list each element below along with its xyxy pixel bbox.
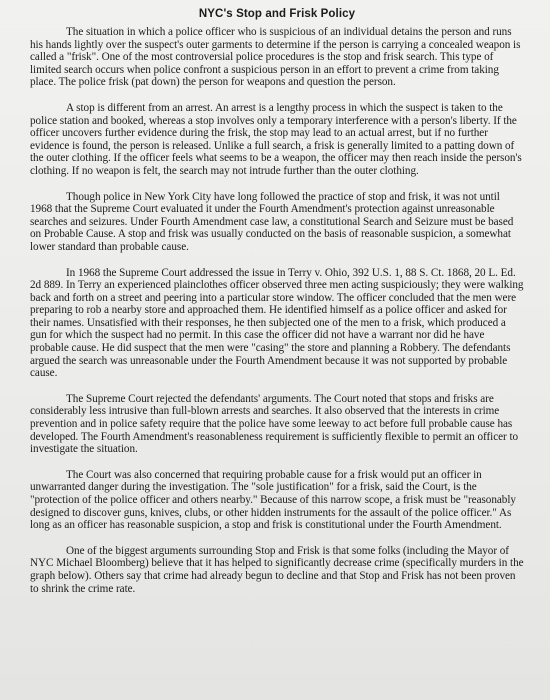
paragraph-terry-v-ohio: In 1968 the Supreme Court addressed the issue in Terry v. Ohio, 392 U.S. 1, 88 S. Ct. 1868, 20 L. Ed. 2d 889. In Terry an experienced plainclothes officer observed three men acting suspiciously; they were walking back and forth on a street and peering into a particular store window. The officer concluded that the men were preparing to rob a nearby store and approached them. He identified himself as a police officer and asked for their names. Unsatisfied with their responses, he then subjected one of the men to a frisk, which produced a gun for which the suspect had no permit. In this case the officer did not have a warrant nor did he have probable cause. He did suspect that the men were "casing" the store and planning a Robbery. The defendants argued the search was unreasonable under the Fourth Amendment because it was not supported by probable cause. — [30, 266, 524, 380]
paragraph-court-rejection: The Supreme Court rejected the defendants' arguments. The Court noted that stops and frisks are considerably less intrusive than full-blown arrests and searches. It also observed that the interests in crime prevention and in police safety require that the police have some leeway to act before full probable cause has developed. The Fourth Amendment's reasonableness requirement is sufficiently flexible to permit an officer to investigate the situation. — [30, 392, 519, 456]
paragraph-crime-debate: One of the biggest arguments surrounding Stop and Frisk is that some folks (including the Mayor of NYC Michael Bloomberg) believe that it has helped to significantly decrease crime (specifically murders in the graph below). Others say that crime had already begun to decline and that Stop and Frisk has not been proven to shrink the crime rate. — [30, 544, 524, 595]
paragraph-fourth-amendment: Though police in New York City have long followed the practice of stop and frisk, it was not until 1968 that the Supreme Court evaluated it under the Fourth Amendment's protection against unreasonable searches and seizures. Under Fourth Amendment case law, a constitutional Search and Seizure must be based on Probable Cause. A stop and frisk was usually conducted on the basis of reasonable suspicion, a somewhat lower standard than probable cause. — [30, 190, 514, 253]
paragraph-stop-vs-arrest: A stop is different from an arrest. An arrest is a lengthy process in which the suspect is taken to the police station and booked, whereas a stop involves only a temporary interference with a person's liberty. If the officer uncovers further evidence during the frisk, the stop may lead to an actual arrest, but if no further evidence is found, the person is released. Unlike a full search, a frisk is generally limited to a patting down of the outer clothing. If the officer feels what seems to be a weapon, the officer may then reach inside the person's clothing. If no weapon is felt, the search may not intrude further than the outer clothing. — [30, 101, 522, 177]
paragraph-frisk-definition: The situation in which a police officer who is suspicious of an individual detains the person and runs his hands lightly over the suspect's outer garments to determine if the person is carrying a concealed weapon is called a "frisk". One of the most controversial police procedures is the stop and frisk search. This type of limited search occurs when police confront a suspicious person in an effort to prevent a crime from taking place. The police frisk (pat down) the person for weapons and question the person. — [30, 26, 521, 89]
document-title: NYC's Stop and Frisk Policy — [198, 8, 356, 20]
paragraph-officer-safety: The Court was also concerned that requiring probable cause for a frisk would put an officer in unwarranted danger during the investigation. The "sole justification" for a frisk, said the Court, is the "protection of the police officer and others nearby." Because of this narrow scope, a frisk must be "reasonably designed to discover guns, knives, clubs, or other hidden instruments for the assault of the police officer." As long as an officer has reasonable suspicion, a stop and frisk is constitutional under the Fourth Amendment. — [30, 468, 516, 532]
